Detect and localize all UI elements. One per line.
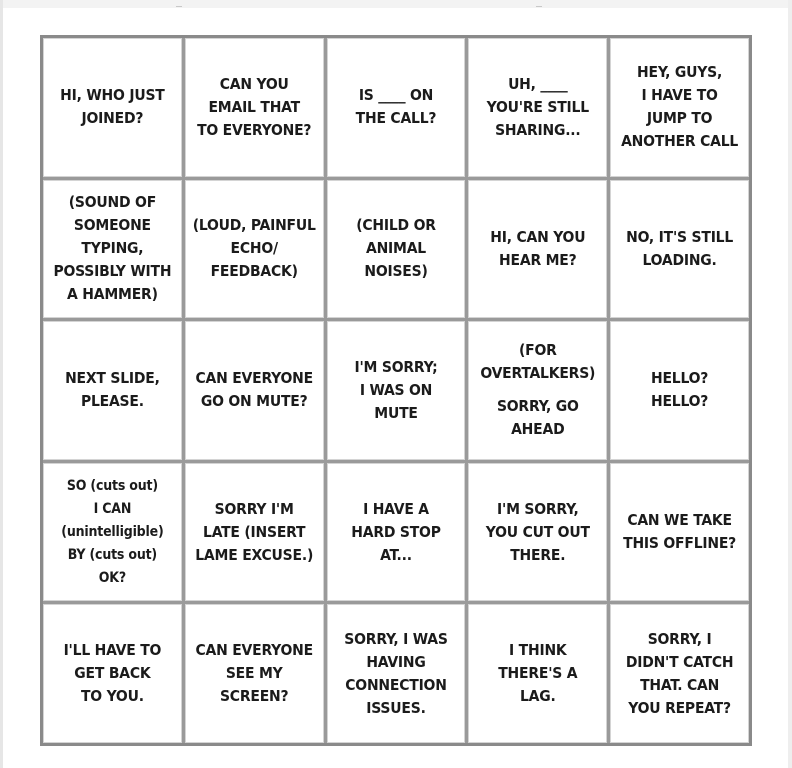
cell-text: SORRY, I WAS HAVING CONNECTION ISSUES. xyxy=(344,629,448,717)
cell-text: CAN WE TAKE THIS OFFLINE? xyxy=(623,511,737,553)
top-mark xyxy=(176,6,182,7)
bingo-cell[interactable] xyxy=(327,38,466,177)
cell-text: (SOUND OF SOMEONE TYPING, POSSIBLY WITH A HAMMER) xyxy=(53,193,172,304)
bingo-cell[interactable] xyxy=(185,604,324,743)
cell-text: I HAVE A HARD STOP AT... xyxy=(351,499,441,564)
cell-text: I'M SORRY; I WAS ON MUTE xyxy=(354,357,438,422)
cell-text: HI, CAN YOU HEAR ME? xyxy=(490,227,586,269)
bingo-cell[interactable] xyxy=(327,321,466,460)
bingo-cell[interactable] xyxy=(468,463,607,602)
top-strip xyxy=(0,0,792,8)
cell-text: SO (cuts out) I CAN (unintelligible) BY (cuts out) OK? xyxy=(61,477,164,586)
top-mark xyxy=(536,6,542,7)
bingo-cell[interactable] xyxy=(468,321,607,460)
bingo-cell[interactable] xyxy=(610,604,749,743)
bingo-board xyxy=(40,35,752,746)
bingo-cell[interactable] xyxy=(185,38,324,177)
bingo-cell[interactable] xyxy=(43,463,182,602)
bingo-cell[interactable] xyxy=(468,38,607,177)
bingo-cell[interactable] xyxy=(327,180,466,319)
cell-text: NEXT SLIDE, PLEASE. xyxy=(65,369,160,411)
bingo-cell[interactable] xyxy=(43,180,182,319)
bingo-cell[interactable] xyxy=(610,180,749,319)
bingo-cell[interactable] xyxy=(327,463,466,602)
bingo-cell[interactable] xyxy=(185,463,324,602)
cell-text: SORRY, I DIDN'T CATCH THAT. CAN YOU REPEAT? xyxy=(625,629,734,717)
right-edge xyxy=(788,0,792,768)
cell-text: I'LL HAVE TO GET BACK TO YOU. xyxy=(63,641,162,706)
cell-text: (CHILD OR ANIMAL NOISES) xyxy=(356,216,436,281)
bingo-cell[interactable] xyxy=(610,463,749,602)
cell-text: IS ____ ON THE CALL? xyxy=(355,86,437,128)
cell-text: CAN YOU EMAIL THAT TO EVERYONE? xyxy=(197,74,312,139)
cell-text: I THINK THERE'S A LAG. xyxy=(498,641,578,706)
cell-text: I'M SORRY, YOU CUT OUT THERE. xyxy=(485,499,590,564)
bingo-cell[interactable] xyxy=(610,321,749,460)
cell-text: HELLO? HELLO? xyxy=(651,369,709,411)
cell-text: UH, ____ YOU'RE STILL SHARING... xyxy=(486,74,589,139)
bingo-cell[interactable] xyxy=(43,38,182,177)
cell-text: (FOR OVERTALKERS) xyxy=(480,341,596,383)
bingo-cell[interactable] xyxy=(468,604,607,743)
bingo-cell[interactable] xyxy=(327,604,466,743)
cell-text: (LOUD, PAINFUL ECHO/ FEEDBACK) xyxy=(192,216,316,281)
bingo-cell[interactable] xyxy=(468,180,607,319)
bingo-cell[interactable] xyxy=(610,38,749,177)
cell-text: CAN EVERYONE SEE MY SCREEN? xyxy=(195,641,313,706)
cell-text: HI, WHO JUST JOINED? xyxy=(60,86,165,128)
cell-text: SORRY, GO AHEAD xyxy=(496,397,579,439)
cell-text: CAN EVERYONE GO ON MUTE? xyxy=(195,369,313,411)
bingo-cell[interactable] xyxy=(185,180,324,319)
bingo-cell[interactable] xyxy=(43,321,182,460)
cell-text: NO, IT'S STILL LOADING. xyxy=(626,227,734,269)
cell-text: SORRY I'M LATE (INSERT LAME EXCUSE.) xyxy=(195,499,314,564)
bingo-cell[interactable] xyxy=(43,604,182,743)
cell-text: HEY, GUYS, I HAVE TO JUMP TO ANOTHER CALL xyxy=(621,63,739,151)
bingo-cell[interactable] xyxy=(185,321,324,460)
left-edge xyxy=(0,0,3,768)
